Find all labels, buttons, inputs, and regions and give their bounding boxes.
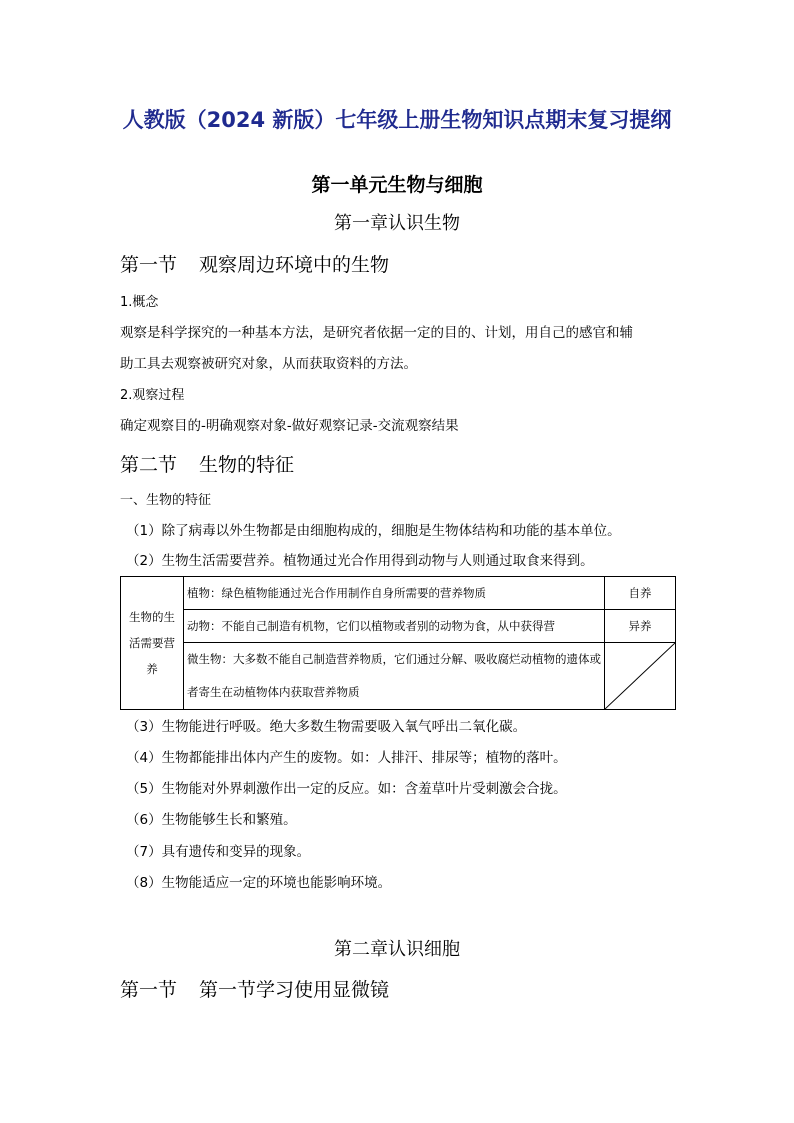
plant-type-cell: 自养 (605, 577, 676, 610)
section-name: 第一节学习使用显微镜 (199, 979, 390, 1001)
feature-item-6: （6）生物能够生长和繁殖。 (126, 812, 297, 828)
concept-heading: 1.概念 (120, 295, 159, 310)
feature-item-1: （1）除了病毒以外生物都是由细胞构成的，细胞是生物体结构和功能的基本单位。 (126, 523, 621, 539)
process-text: 确定观察目的-明确观察对象-做好观察记录-交流观察结果 (120, 418, 459, 434)
section-number: 第二节 (120, 454, 178, 476)
nutrition-table (120, 576, 676, 710)
concept-line-1: 观察是科学探究的一种基本方法，是研究者依据一定的目的、计划，用自己的感官和辅 (120, 325, 633, 341)
section-name: 生物的特征 (199, 454, 295, 476)
section-1-heading (120, 250, 389, 277)
plant-cell: 植物：绿色植物能通过光合作用制作自身所需要的营养物质 (184, 577, 605, 610)
chapter-2-title: 第二章认识细胞 (334, 939, 460, 960)
feature-item-3: （3）生物能进行呼吸。绝大多数生物需要吸入氧气呼出二氧化碳。 (126, 719, 527, 735)
section-3-heading (120, 975, 389, 1002)
section-2-heading (120, 450, 294, 477)
table-row (121, 577, 676, 610)
feature-item-4: （4）生物都能排出体内产生的废物。如：人排汗、排尿等；植物的落叶。 (126, 750, 567, 766)
section-name: 观察周边环境中的生物 (199, 254, 390, 276)
row-header-cell: 生物的生活需要营养 (121, 577, 184, 710)
chapter-1-title: 第一章认识生物 (334, 213, 460, 234)
concept-line-2: 助工具去观察被研究对象，从而获取资料的方法。 (120, 356, 417, 372)
animal-type-cell: 异养 (605, 610, 676, 643)
feature-item-2: （2）生物生活需要营养。植物通过光合作用得到动物与人则通过取食来得到。 (126, 553, 594, 569)
document-title: 人教版（2024 新版）七年级上册生物知识点期末复习提纲 (122, 108, 672, 132)
table-row (121, 643, 676, 710)
features-heading: 一、生物的特征 (120, 493, 212, 508)
diagonal-empty-cell (605, 643, 676, 710)
unit-title: 第一单元生物与细胞 (311, 174, 483, 196)
diagonal-line-icon (605, 643, 675, 709)
table-row (121, 610, 676, 643)
microbe-cell: 微生物：大多数不能自己制造营养物质，它们通过分解、吸收腐烂动植物的遗体或者寄生在动植物体内获取营养物质 (184, 643, 605, 710)
section-number: 第一节 (120, 979, 178, 1001)
section-number: 第一节 (120, 254, 178, 276)
process-heading: 2.观察过程 (120, 388, 185, 403)
feature-item-8: （8）生物能适应一定的环境也能影响环境。 (126, 875, 392, 891)
feature-item-5: （5）生物能对外界刺激作出一定的反应。如：含羞草叶片受刺激会合拢。 (126, 781, 567, 797)
feature-item-7: （7）具有遗传和变异的现象。 (126, 844, 311, 860)
animal-cell: 动物：不能自己制造有机物，它们以植物或者别的动物为食，从中获得营 (184, 610, 605, 643)
